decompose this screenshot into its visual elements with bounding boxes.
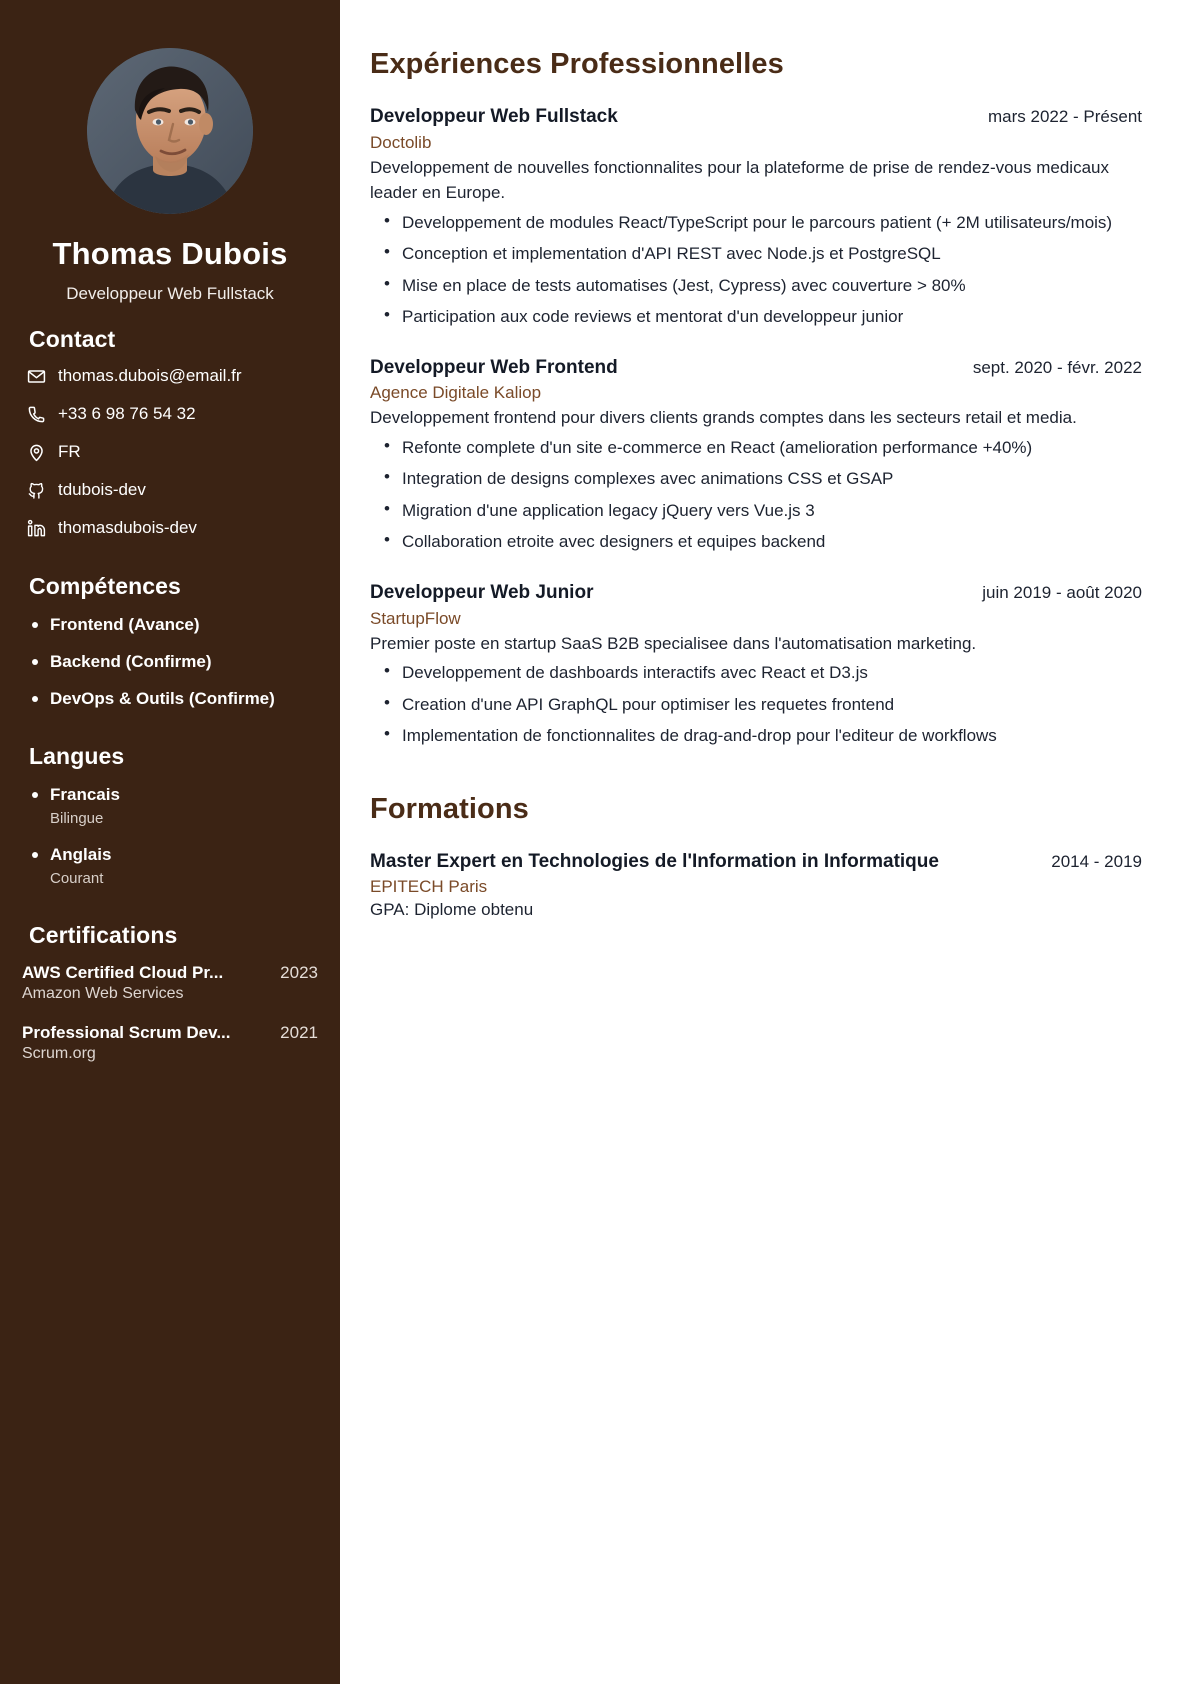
experience-point: • Developpement de modules React/TypeScript pour le parcours patient (+ 2M utilisateurs/mois): [370, 210, 1142, 236]
contact-item-phone[interactable]: [26, 405, 318, 425]
experience-organization: Agence Digitale Kaliop: [370, 383, 542, 403]
experience-role: Developpeur Web Frontend: [370, 356, 618, 378]
experience-entry: [370, 105, 1142, 330]
education-section-title: Formations: [370, 792, 529, 825]
experience-dates: sept. 2020 - févr. 2022: [972, 357, 1142, 377]
experience-point: • Creation d'une API GraphQL pour optimiser les requetes frontend: [370, 692, 1142, 718]
certification-item: [22, 1023, 318, 1063]
skills-list: [30, 614, 318, 710]
github-icon: [26, 481, 46, 501]
education-entry: [370, 850, 1142, 923]
experience-dates: mars 2022 - Présent: [987, 107, 1142, 126]
skill-item: DevOps & Outils (Confirme): [30, 688, 318, 709]
language-item: [30, 844, 318, 888]
experience-point: • Migration d'une application legacy jQuery vers Vue.js 3: [370, 498, 1142, 524]
experience-header: [370, 105, 1142, 130]
experience-point: • Refonte complete d'un site e-commerce en React (amelioration performance +40%): [370, 435, 1142, 461]
language-name: Anglais: [50, 845, 112, 865]
certification-item: [22, 963, 318, 1003]
experience-organization: Doctolib: [370, 132, 432, 152]
phone-icon: [26, 405, 46, 425]
envelope-icon: [26, 367, 46, 387]
certifications-list: [22, 963, 318, 1063]
contact-item-linkedin[interactable]: [26, 519, 318, 539]
avatar: [87, 48, 253, 214]
contact-item-github[interactable]: [26, 481, 318, 501]
certification-year: 2023: [280, 963, 318, 983]
experience-point: • Integration de designs complexes avec animations CSS et GSAP: [370, 466, 1142, 492]
linkedin-icon: [26, 519, 46, 539]
language-level: Courant: [50, 869, 104, 887]
contact-value: +33 6 98 76 54 32: [58, 404, 196, 424]
experience-organization: StartupFlow: [370, 608, 461, 628]
education-header: [370, 850, 1142, 875]
sidebar: [0, 0, 340, 1684]
education-dates: 2014 - 2019: [1051, 851, 1142, 871]
certification-row: [22, 963, 318, 983]
certification-name: Professional Scrum Dev...: [22, 1023, 231, 1043]
certifications-heading: Certifications: [29, 922, 178, 949]
experience-point: • Participation aux code reviews et mentorat d'un developpeur junior: [370, 304, 1142, 330]
experience-points: [370, 435, 1142, 555]
language-item: [30, 784, 318, 828]
languages-heading: Langues: [29, 743, 125, 770]
experience-description: Developpement frontend pour divers clients grands comptes dans les secteurs retail et media.: [370, 408, 1077, 428]
education-gpa: GPA: Diplome obtenu: [370, 900, 534, 920]
certification-row: [22, 1023, 318, 1043]
contact-list: [26, 367, 318, 539]
experience-point: • Mise en place de tests automatises (Jest, Cypress) avec couverture > 80%: [370, 273, 1142, 299]
contact-value: thomas.dubois@email.fr: [58, 366, 242, 386]
education-degree: Master Expert en Technologies de l'Information in Informatique: [370, 850, 939, 872]
avatar-wrapper: [22, 48, 318, 214]
contact-item-email[interactable]: [26, 367, 318, 387]
experience-header: [370, 581, 1142, 606]
contact-value: thomasdubois-dev: [58, 518, 197, 538]
experience-entry: [370, 356, 1142, 555]
experience-section-title: Expériences Professionnelles: [370, 48, 784, 80]
certification-name: AWS Certified Cloud Pr...: [22, 963, 224, 983]
experience-role: Developpeur Web Junior: [370, 581, 594, 603]
language-name: Francais: [50, 785, 120, 805]
experience-entry: [370, 581, 1142, 749]
certification-year: 2021: [280, 1023, 318, 1043]
skills-heading: Compétences: [29, 572, 181, 599]
contact-heading: Contact: [29, 325, 116, 352]
full-name: Thomas Dubois: [52, 236, 288, 271]
education-school: EPITECH Paris: [370, 877, 488, 897]
certification-issuer: Scrum.org: [22, 1045, 96, 1063]
experience-dates: juin 2019 - août 2020: [982, 582, 1142, 602]
job-title: Developpeur Web Fullstack: [66, 283, 274, 303]
experience-point: • Developpement de dashboards interactifs avec React et D3.js: [370, 660, 1142, 686]
experience-points: [370, 660, 1142, 749]
experience-header: [370, 356, 1142, 381]
profile-photo-icon: [87, 48, 253, 214]
skill-item: Backend (Confirme): [30, 651, 318, 672]
certification-issuer: Amazon Web Services: [22, 985, 184, 1003]
experience-role: Developpeur Web Fullstack: [370, 106, 618, 127]
experience-point: • Conception et implementation d'API REST avec Node.js et PostgreSQL: [370, 241, 1142, 267]
map-pin-icon: [26, 443, 46, 463]
main-content: [340, 0, 1190, 1684]
experience-description: Developpement de nouvelles fonctionnalites pour la plateforme de prise de rendez-vous medicaux leader en Europe.: [370, 157, 1109, 203]
languages-list: [30, 784, 318, 888]
language-level: Bilingue: [50, 809, 104, 827]
contact-item-location[interactable]: [26, 443, 318, 463]
experience-point: • Collaboration etroite avec designers et equipes backend: [370, 529, 1142, 555]
experience-points: [370, 210, 1142, 330]
contact-value: tdubois-dev: [58, 480, 146, 500]
contact-value: FR: [58, 442, 81, 462]
skill-item: Frontend (Avance): [30, 614, 318, 635]
experience-point: • Implementation de fonctionnalites de drag-and-drop pour l'editeur de workflows: [370, 723, 1142, 749]
experience-description: Premier poste en startup SaaS B2B specialisee dans l'automatisation marketing.: [370, 633, 977, 653]
